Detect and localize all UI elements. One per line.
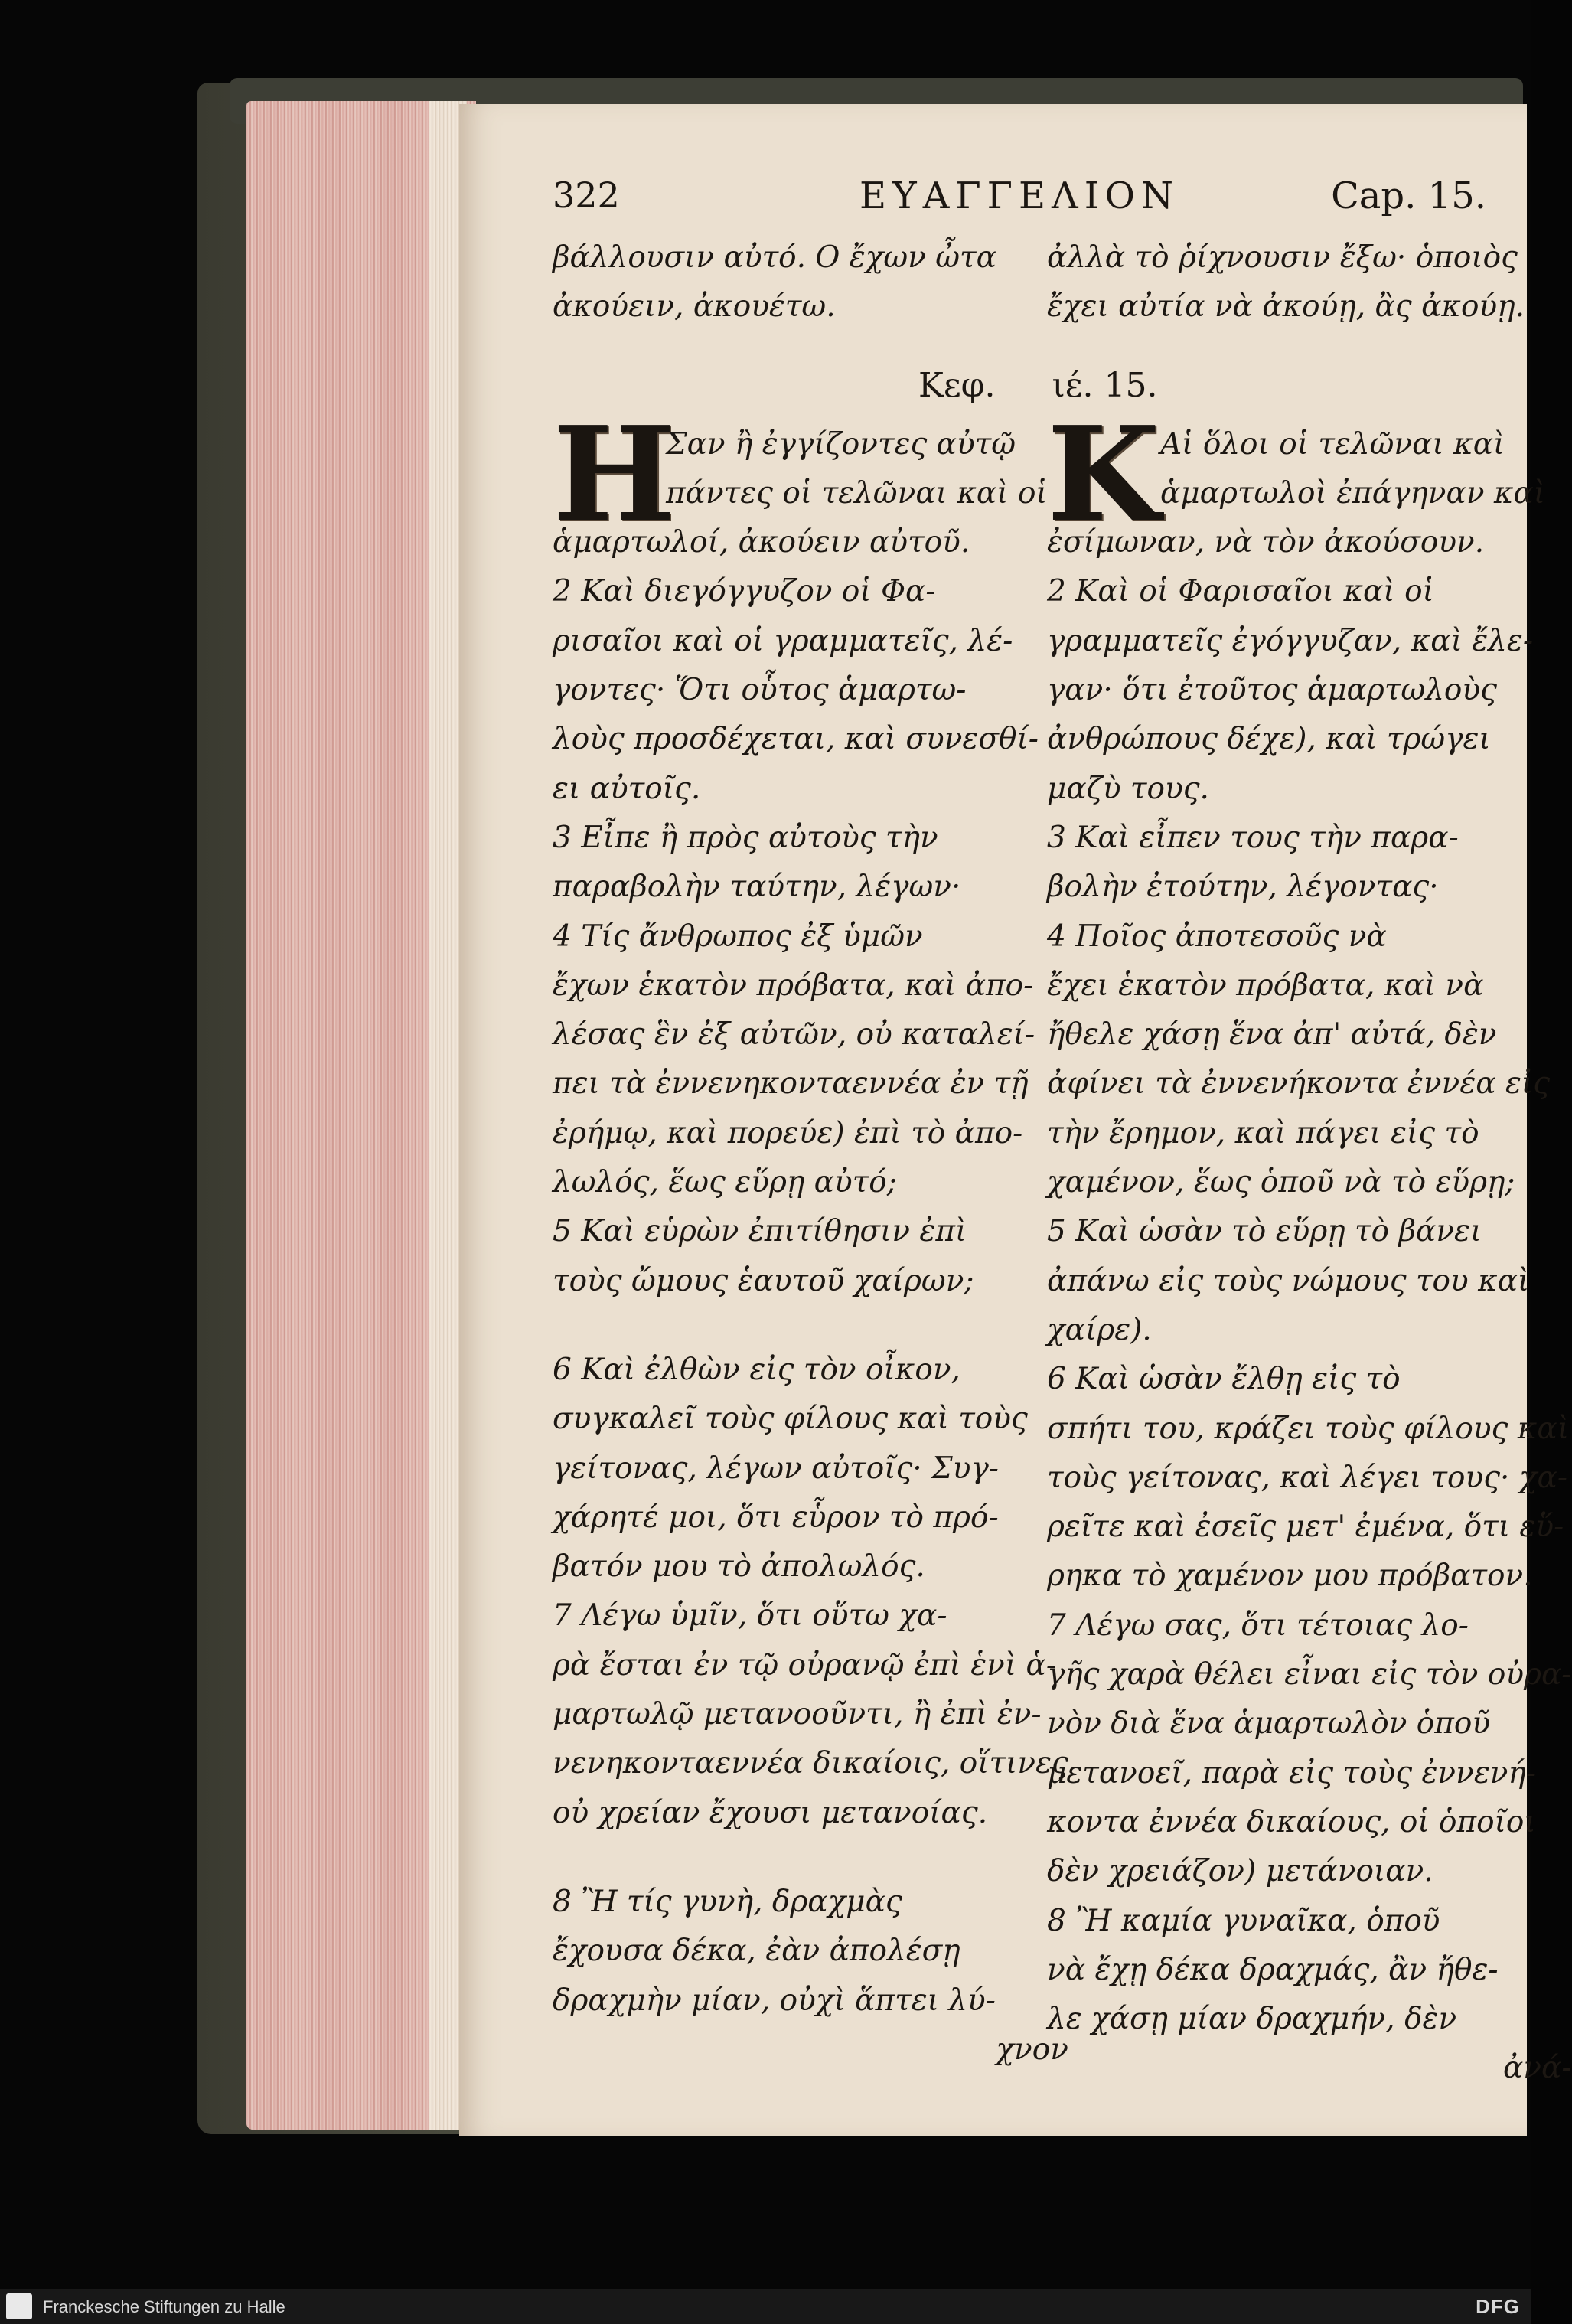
text-line: ἔχων ἑκατὸν πρόβατα, καὶ ἀπο- [553,968,1034,1003]
chapter-heading-right: ιέ. 15. [1052,366,1158,405]
text-line: τοὺς γείτονας, καὶ λέγει τους· χα- [1047,1460,1567,1495]
institution-name: Franckesche Stiftungen zu Halle [43,2297,285,2316]
left-column-greek [553,233,1068,2074]
heading-gap [553,332,1068,420]
text-line: 2 Καὶ διεγόγγυζον οἱ Φα- [553,574,936,609]
heading-gap [1047,332,1572,420]
text-line: χάρητέ μοι, ὅτι εὗρον τὸ πρό- [553,1500,999,1535]
text-line: σπήτι του, κράζει τοὺς φίλους καὶ [1047,1411,1569,1446]
text-line: Σαν ἢ ἐγγίζοντες αὐτῷ [666,426,1016,462]
text-line: βατόν μου τὸ ἀπολωλός. [553,1549,925,1585]
text-line: 7 Λέγω ὑμῖν, ὅτι οὕτω χα- [553,1598,947,1634]
text-line: μαρτωλῷ μετανοοῦντι, ἢ ἐπὶ ἐν- [553,1697,1042,1732]
text-line: δὲν χρειάζον) μετάνοιαν. [1047,1854,1433,1889]
text-line: ει αὐτοῖς. [553,771,701,806]
text-line: ρισαῖοι καὶ οἱ γραμματεῖς, λέ- [553,623,1013,658]
text-line: 4 Ποῖος ἀποτεσοῦς νὰ [1047,919,1387,954]
catchword: χνον [996,2032,1068,2067]
text-line: 8 Ἢ τίς γυνὴ, δραχμὰς [553,1884,902,1919]
top-line: ἀκούειν, ἀκουέτω. [553,289,836,325]
chapter-heading-left: Κεφ. [918,366,996,405]
text-line: ἔχει ἑκατὸν πρόβατα, καὶ νὰ [1047,968,1484,1003]
text-line: λωλός, ἕως εὕρῃ αὐτό; [553,1165,897,1200]
footer-bar [0,2289,1531,2324]
text-line: 5 Καὶ ὡσὰν τὸ εὕρῃ τὸ βάνει [1047,1214,1482,1249]
top-line: ἀλλὰ τὸ ῥίχνουσιν ἔξω· ὁποιὸς [1047,240,1518,275]
text-line: 5 Καὶ εὑρὼν ἐπιτίθησιν ἐπὶ [553,1214,967,1249]
text-line: γῆς χαρὰ θέλει εἶναι εἰς τὸν οὐρα- [1047,1657,1572,1692]
text-line: Αἱ ὅλοι οἱ τελῶναι καὶ [1160,426,1505,462]
top-line: βάλλουσιν αὐτό. Ο ἔχων ὦτα [553,240,996,275]
text-line: ἐρήμῳ, καὶ πορεύε) ἐπὶ τὸ ἀπο- [553,1115,1023,1151]
text-line: ἐσίμωναν, νὰ τὸν ἀκούσουν. [1047,525,1485,560]
text-line: γραμματεῖς ἐγόγγυζαν, καὶ ἔλε- [1047,623,1534,658]
text-line: μετανοεῖ, παρὰ εἰς τοὺς ἐννενή- [1047,1755,1537,1790]
text-line: 3 Εἶπε ἢ πρὸς αὐτοὺς τὴν [553,820,938,855]
text-line: ρὰ ἔσται ἐν τῷ οὐρανῷ ἐπὶ ἑνὶ ἁ- [553,1647,1057,1683]
text-line: συγκαλεῖ τοὺς φίλους καὶ τοὺς [553,1402,1028,1437]
text-line: τοὺς ὤμους ἑαυτοῦ χαίρων; [553,1263,974,1298]
text-line: λε χάσῃ μίαν δραχμήν, δὲν [1047,2002,1457,2037]
top-line: ἔχει αὐτία νὰ ἀκούῃ, ἂς ἀκούῃ. [1047,289,1525,325]
text-line: ἀφίνει τὰ ἐννενήκοντα ἐννέα εἰς [1047,1066,1551,1102]
text-line: γείτονας, λέγων αὐτοῖς· Συγ- [553,1451,999,1486]
running-head-title: ΕΥΑΓΓΕΛΙΟΝ [859,175,1179,217]
dfg-logo: DFG [1476,2295,1520,2318]
text-line: 7 Λέγω σας, ὅτι τέτοιας λο- [1047,1608,1469,1643]
paragraph-gap [553,1838,1068,1878]
text-line: ἔχουσα δέκα, ἐὰν ἀπολέσῃ [553,1934,960,1969]
text-line: ἤθελε χάσῃ ἕνα ἀπ' αὐτά, δὲν [1047,1017,1497,1053]
right-column-vernacular [1047,233,1572,2094]
text-line: νενηκονταεννέα δικαίοις, οἵτινες [553,1746,1068,1781]
dropcap-left: Η [553,398,676,551]
text-line: νὰ ἔχῃ δέκα δραχμάς, ἂν ἤθε- [1047,1952,1499,1987]
text-line: 2 Καὶ οἱ Φαρισαῖοι καὶ οἱ [1047,574,1434,609]
text-line: 6 Καὶ ἐλθὼν εἰς τὸν οἶκον, [553,1352,960,1387]
catchword: ἀνά- [1502,2051,1572,2086]
text-line: παραβολὴν ταύτην, λέγων· [553,870,961,905]
text-line: πει τὰ ἐννενηκονταεννέα ἐν τῇ [553,1066,1029,1102]
text-line: νὸν διὰ ἕνα ἁμαρτωλὸν ὁποῦ [1047,1706,1491,1741]
text-line: 4 Τίς ἄνθρωπος ἐξ ὑμῶν [553,919,923,954]
text-line: ρηκα τὸ χαμένον μου πρόβατον. [1047,1559,1533,1594]
paragraph-gap [553,1306,1068,1346]
text-line: γαν· ὅτι ἐτοῦτος ἁμαρτωλοὺς [1047,673,1497,708]
text-line: τὴν ἔρημον, καὶ πάγει εἰς τὸ [1047,1115,1479,1151]
text-line: λέσας ἓν ἐξ αὐτῶν, οὐ καταλεί- [553,1017,1035,1053]
institution-logo-icon [6,2293,32,2319]
text-line: ἁμαρτωλοὶ ἐπάγηναν καὶ [1160,475,1546,511]
chapter-marker: Cap. 15. [1331,175,1486,217]
text-line: 8 Ἢ καμία γυναῖκα, ὁποῦ [1047,1903,1440,1938]
page-number: 322 [553,175,620,216]
text-line: οὐ χρείαν ἔχουσι μετανοίας. [553,1795,988,1830]
text-line: βολὴν ἐτούτην, λέγοντας· [1047,870,1439,905]
running-header [553,175,1486,220]
text-line: ρεῖτε καὶ ἐσεῖς μετ' ἐμένα, ὅτι εὕ- [1047,1510,1564,1545]
text-line: κοντα ἐννέα δικαίους, οἱ ὁποῖοι [1047,1804,1536,1839]
text-line: μαζὺ τους. [1047,771,1209,806]
text-line: ἁμαρτωλοί, ἀκούειν αὐτοῦ. [553,525,970,560]
text-line: χαμένον, ἕως ὁποῦ νὰ τὸ εὕρῃ; [1047,1165,1515,1200]
text-line: ἀνθρώπους δέχε), καὶ τρώγει [1047,722,1491,757]
text-line: ἀπάνω εἰς τοὺς νώμους του καὶ [1047,1263,1530,1298]
text-line: 3 Καὶ εἶπεν τους τὴν παρα- [1047,820,1459,855]
dropcap-right: Κ [1047,398,1160,551]
text-line: χαίρε). [1047,1312,1152,1347]
text-line: γοντες· Ὅτι οὗτος ἁμαρτω- [553,673,967,708]
text-line: δραχμὴν μίαν, οὐχὶ ἅπτει λύ- [553,1983,996,2018]
text-line: πάντες οἱ τελῶναι καὶ οἱ [666,475,1048,511]
text-line: 6 Καὶ ὡσὰν ἔλθῃ εἰς τὸ [1047,1362,1401,1397]
text-line: λοὺς προσδέχεται, καὶ συνεσθί- [553,722,1039,757]
